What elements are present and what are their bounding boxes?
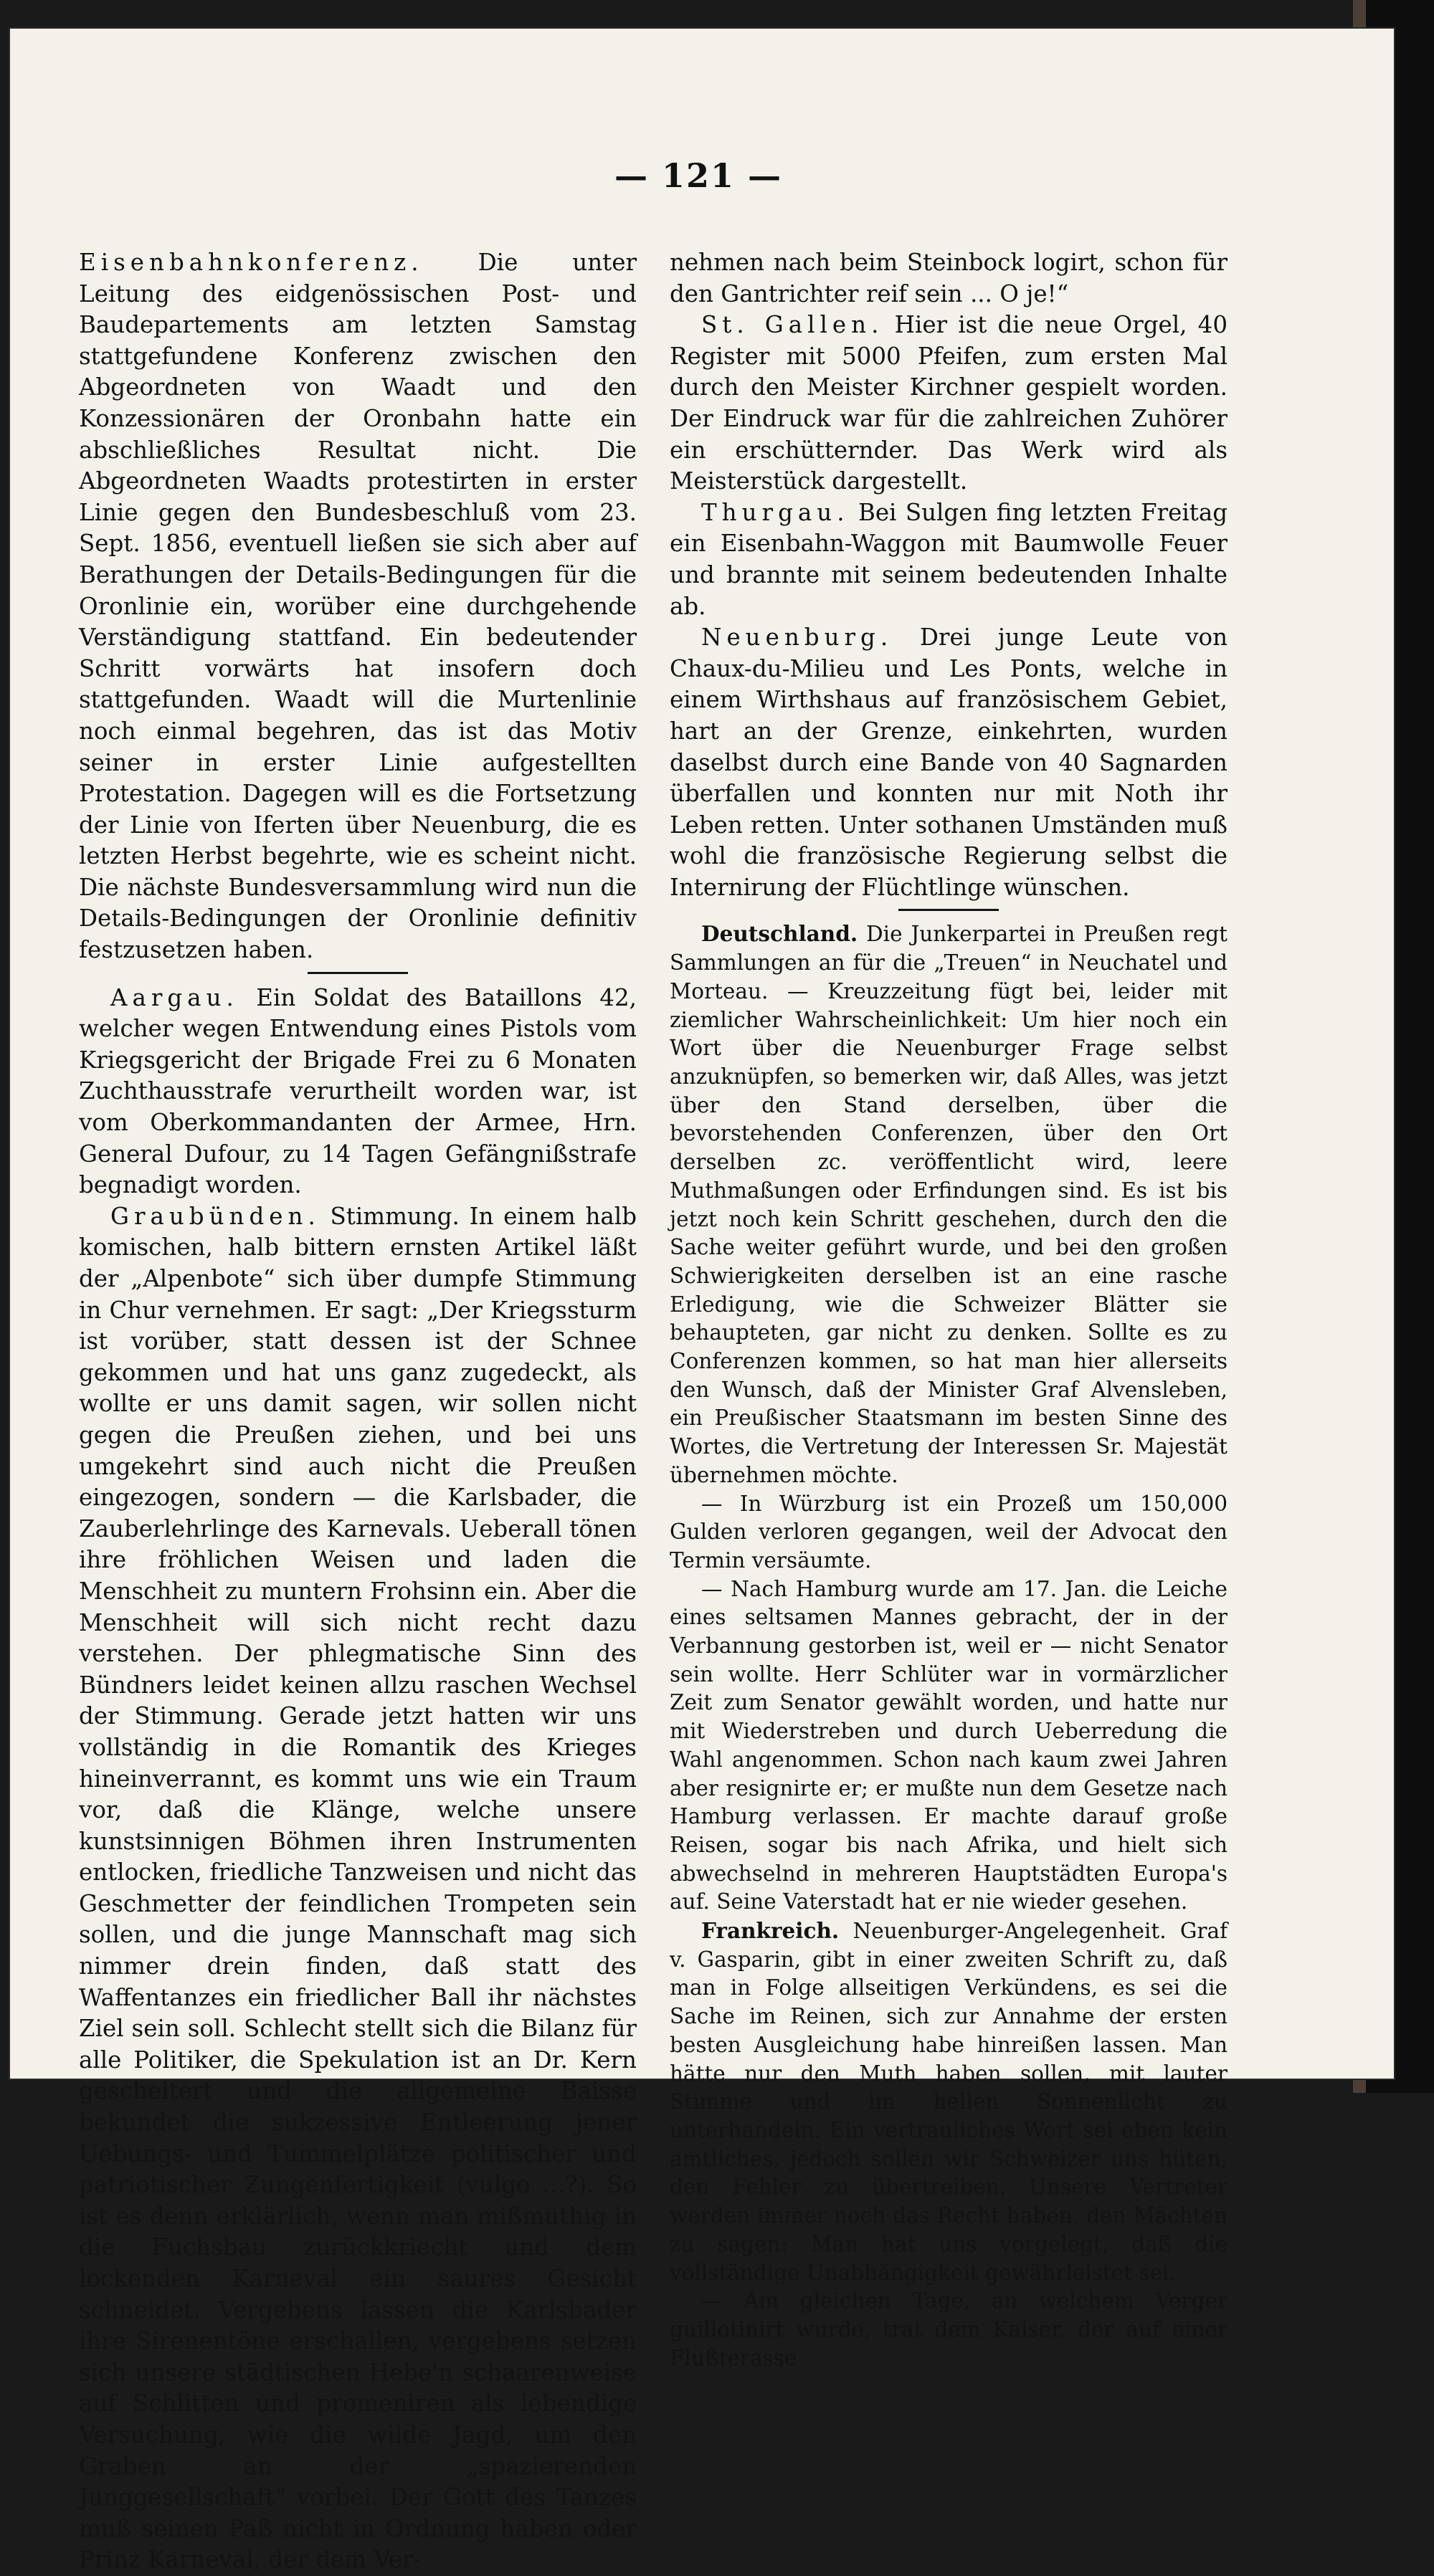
article-text: — In Würzburg ist ein Prozeß um 150,000 Gulden verloren gegangen, weil der Advocat den Termin versäumte. [670, 1491, 1228, 1573]
section-heading: Frankreich. [701, 1918, 840, 1944]
article-hamburg [670, 1575, 1228, 1917]
left-column [79, 247, 637, 2576]
article-text: Drei junge Leute von Chaux-du-Milieu und Les Ponts, welche in einem Wirthshaus auf französischem Gebiet, hart an der Grenze, einkehrten, wurden daselbst durch eine Bande von 40 Sagnarden überfallen und konnten nur mit Noth ihr Leben retten. Unter sothanen Umständen muß wohl die französische Regierung selbst die Internirung der Flüchtlinge wünschen. [670, 624, 1228, 901]
article-text: Die unter Leitung des eidgenössischen Post- und Baudepartements am letzten Samstag stattgefundene Konferenz zwischen den Abgeordneten von Waadt und den Konzessionären der Oronbahn hatte ein abschließliches Resultat nicht. Die Abgeordneten Waadts protestirten in erster Linie gegen den Bundesbeschluß vom 23. Sept. 1856, eventuell ließen sie sich aber auf Berathungen der Details-Bedingungen für die Oronlinie ein, worüber eine durchgehende Verständigung stattfand. Ein bedeutender Schritt vorwärts hat insofern doch stattgefunden. Waadt will die Murtenlinie noch einmal begehren, das ist das Motiv seiner in erster Linie aufgestellten Protestation. Dagegen will es die Fortsetzung der Linie von Iferten über Neuenburg, die es letzten Herbst begehrte, wie es scheint nicht. Die nächste Bundesversammlung wird nun die Details-Bedingungen der Oronlinie definitiv festzusetzen haben. [79, 249, 637, 964]
article-text: Bei Sulgen fing letzten Freitag ein Eisenbahn-Waggon mit Baumwolle Feuer und brannte mit seinem bedeutenden Inhalte ab. [670, 498, 1228, 620]
page-number: — 121 — [614, 156, 783, 195]
article-text: Hier ist die neue Orgel, 40 Register mit 5000 Pfeifen, zum ersten Mal durch den Meister Kirchner gespielt worden. Der Eindruck war für die zahlreichen Zuhörer ein erschütternder. Das Werk wird als Meisterstück dargestellt. [670, 311, 1228, 495]
article-verger [670, 2287, 1228, 2372]
article-lead: Neuenburg. [701, 624, 893, 652]
article-lead: St. Gallen. [701, 311, 884, 339]
article-lead: Eisenbahnkonferenz. [79, 249, 424, 276]
article-text: Ein Soldat des Bataillons 42, welcher wegen Entwendung eines Pistols vom Kriegsgericht der Brigade Frei zu 6 Monaten Zuchthausstrafe verurtheilt worden war, ist vom Oberkommandanten der Armee, Hrn. General Dufour, zu 14 Tagen Gefängnißstrafe begnadigt worden. [79, 983, 637, 1199]
article-thurgau [670, 497, 1228, 622]
article-lead: Graubünden. [110, 1202, 320, 1230]
article-neuenburg [670, 622, 1228, 903]
article-text: Stimmung. In einem halb komischen, halb bittern ernsten Artikel läßt der „Alpenbote“ sich über dumpfe Stimmung in Chur vernehmen. Er sagt: „Der Kriegssturm ist vorüber, statt dessen ist der Schnee gekommen und hat uns ganz zugedeckt, als wollte er uns damit sagen, wir sollen nicht gegen die Preußen ziehen, und bei uns umgekehrt sind auch nicht die Preußen eingezogen, sondern — die Karlsbader, die Zauberlehrlinge des Karnevals. Ueberall tönen ihre fröhlichen Weisen und laden die Menschheit zu muntern Frohsinn ein. Aber die Menschheit will sich nicht recht dazu verstehen. Der phlegmatische Sinn des Bündners leidet keinen allzu raschen Wechsel der Stimmung. Gerade jetzt hatten wir uns vollständig in die Romantik des Krieges hineinverrannt, es kommt uns wie ein Traum vor, daß die Klänge, welche unsere kunstsinnigen Böhmen ihren Instrumenten entlocken, friedliche Tanzweisen und nicht das Geschmetter der feindlichen Trompeten sein sollen, und die junge Mannschaft mag sich nimmer drein finden, daß statt des Waffentanzes ein friedlicher Ball ihr nächstes Ziel sein soll. Schlecht stellt sich die Bilanz für alle Politiker, die Spekulation ist an Dr. Kern gescheitert und die allgemeine Baisse bekundet die sukzessive Entleerung jener Uebungs- und Tummelplätze politischer und patriotischer Zungenfertigkeit (vulgo ...?). So ist es denn erklärlich, wenn man mißmuthig in die Fuchsbau zurückkriecht und dem lockenden Karneval ein saures Gesicht schneidet. Vergebens lassen die Karlsbader ihre Sirenentöne erschallen, vergebens setzen sich unsere städtischen Hebe'n schaarenweise auf Schlitten und promeniren als lebendige Versuchung, wie die wilde Jagd, um den Graben an der „spazierenden Junggesellschaft“ vorbei. Der Gott des Tanzes muß seinen Paß nicht in Ordnung haben oder Prinz Karneval, der dem Ver- [79, 1202, 637, 2574]
article-text: — Nach Hamburg wurde am 17. Jan. die Leiche eines seltsamen Mannes gebracht, der in der Verbannung gestorben ist, weil er — nicht Senator sein wollte. Herr Schlüter war in vormärzlicher Zeit zum Senator gewählt worden, und hatte nur mit Wiederstreben und durch Ueberredung die Wahl angenommen. Schon nach kaum zwei Jahren aber resignirte er; er mußte nun dem Gesetze nach Hamburg verlassen. Er machte darauf große Reisen, sogar bis nach Afrika, und hielt sich abwechselnd in mehreren Hauptstädten Europa's auf. Seine Vaterstadt hat er nie wieder gesehen. [670, 1576, 1228, 1914]
right-column [670, 247, 1228, 2372]
newspaper-page [10, 29, 1394, 2574]
article-wuerzburg [670, 1490, 1228, 1575]
article-aargau [79, 983, 637, 1201]
article-text: Neuenburger-Angelegenheit. Graf v. Gasparin, gibt in einer zweiten Schrift zu, daß man in Folge allseitigen Verkündens, es sei die Sache im Reinen, sich zur Annahme der ersten besten Ausgleichung habe hinreißen lassen. Man hätte nur den Muth haben sollen, mit lauter Stimme und im hellen Sonnenlicht zu unterhandeln. Ein vertrauliches Wort sei eben kein amtliches, jedoch sollen wir Schweizer uns hüten, den Fehler zu übertreiben. Unsere Vertreter werden immer noch das Recht haben, den Mächten zu sagen: Man hat uns vorgelegt, daß die vollständige Unabhängigkeit gewährleistet sei. [670, 1919, 1228, 2285]
article-continuation [670, 247, 1228, 310]
article-graubuenden [79, 1201, 637, 2576]
section-heading: Deutschland. [701, 921, 858, 947]
article-eisenbahnkonferenz [79, 247, 637, 966]
article-text: Die Junkerpartei in Preußen regt Sammlungen an für die „Treuen“ in Neuchatel und Morteau. — Kreuzzeitung fügt bei, leider mit ziemlicher Wahrscheinlichkeit: Um hier noch ein Wort über die Neuenburger Frage selbst anzuknüpfen, so bemerken wir, daß Alles, was jetzt über den Stand derselben, über die bevorstehenden Conferenzen, über den Ort derselben zc. veröffentlicht wird, leere Muthmaßungen oder Erfindungen sind. Es ist bis jetzt noch kein Schritt geschehen, durch den die Sache weiter geführt wurde, und bei den großen Schwierigkeiten derselben ist an eine rasche Erledigung, wie die Schweizer Blätter sie behaupteten, gar nicht zu denken. Sollte es zu Conferenzen kommen, so hat man hier allerseits den Wunsch, daß der Minister Graf Alvensleben, ein Preußischer Staatsmann im besten Sinne des Wortes, die Vertretung der Interessen Sr. Majestät übernehmen möchte. [670, 922, 1228, 1487]
section-divider [308, 972, 408, 974]
section-divider [898, 909, 999, 911]
foreign-news [670, 920, 1228, 2372]
article-lead: Thurgau. [701, 498, 850, 526]
article-lead: Aargau. [110, 983, 239, 1011]
article-deutschland [670, 920, 1228, 1489]
article-st-gallen [670, 310, 1228, 497]
article-frankreich [670, 1917, 1228, 2287]
article-text: nehmen nach beim Steinbock logirt, schon für den Gantrichter reif sein ... O je!“ [670, 249, 1228, 307]
article-text: — Am gleichen Tage, an welchem Verger guillotinirt wurde, trat dem Kaiser, der auf einer Flußterasse [670, 2289, 1228, 2370]
